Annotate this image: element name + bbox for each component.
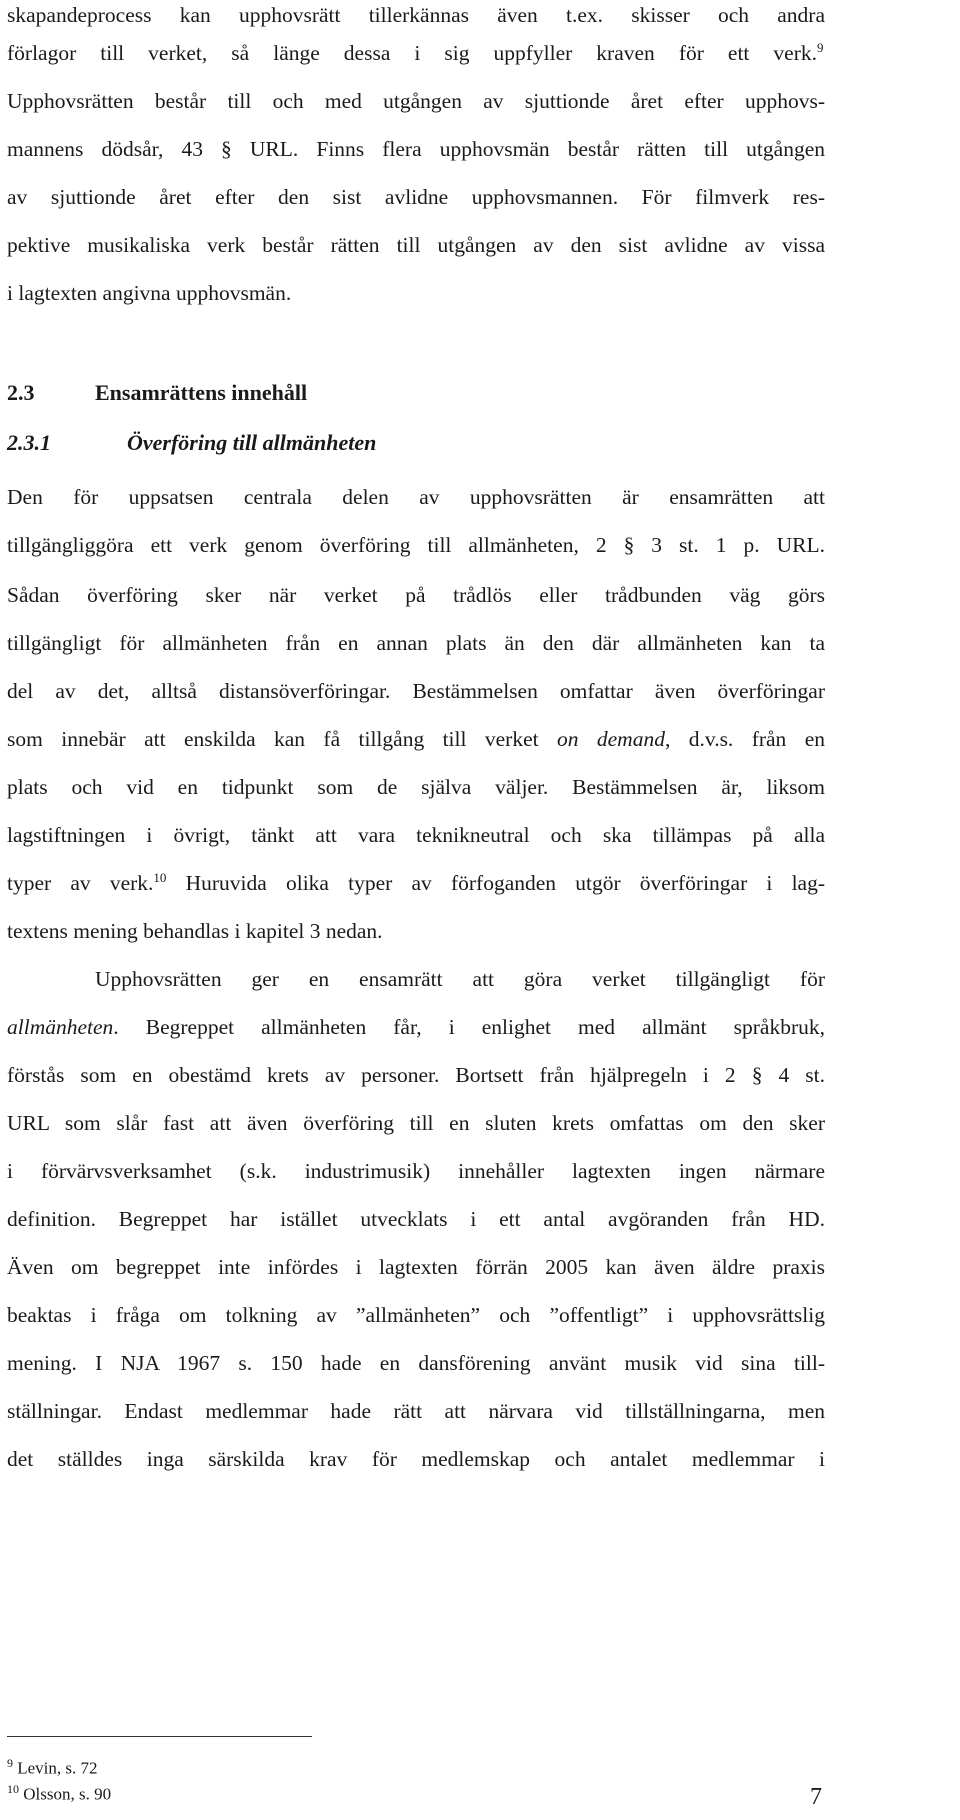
- italic-term: on demand: [556, 727, 665, 751]
- body-line: definition. Begreppet har istället utvecklats i ett antal avgöranden från HD.: [7, 1207, 825, 1231]
- subsection-heading: [7, 428, 376, 458]
- body-line: textens mening behandlas i kapitel 3 nedan.: [7, 919, 383, 943]
- body-text: Huruvida olika typer av förfoganden utgör överföringar i lag-: [166, 871, 826, 895]
- subsection-title: Överföring till allmänheten: [127, 430, 377, 455]
- footnote-text: Levin, s. 72: [13, 1758, 98, 1778]
- body-line: del av det, alltså distansöverföringar. Bestämmelsen omfattar även överföringar: [7, 679, 825, 703]
- body-line: det ställdes inga särskilda krav för medlemskap och antalet medlemmar i: [7, 1447, 825, 1471]
- body-line: i lagtexten angivna upphovsmän.: [7, 281, 292, 305]
- footnote-number: 9: [7, 1756, 13, 1770]
- body-text: typer av verk.: [7, 871, 154, 895]
- page-number: 7: [810, 1784, 822, 1810]
- body-line: pektive musikaliska verk består rätten till utgången av den sist avlidne av vissa: [7, 233, 825, 257]
- footnote: [7, 1752, 98, 1780]
- body-text: . Begreppet allmänheten får, i enlighet med allmänt språkbruk,: [113, 1015, 825, 1039]
- footnote-number: 10: [7, 1782, 19, 1796]
- body-line: mannens dödsår, 43 § URL. Finns flera upphovsmän består rätten till utgången: [7, 137, 825, 161]
- body-line: [7, 868, 825, 898]
- section-heading: [7, 378, 307, 408]
- body-line: plats och vid en tidpunkt som de själva väljer. Bestämmelsen är, liksom: [7, 775, 825, 799]
- body-line: Sådan överföring sker när verket på trådlös eller trådbunden väg görs: [7, 583, 825, 607]
- body-line: Upphovsrätten ger en ensamrätt att göra verket tillgängligt för: [95, 967, 825, 991]
- body-line: [7, 38, 825, 68]
- body-line: skapandeprocess kan upphovsrätt tillerkännas även t.ex. skisser och andra: [7, 3, 825, 27]
- italic-term: allmänheten: [7, 1015, 114, 1039]
- body-line: [7, 1012, 825, 1042]
- body-line: i förvärvsverksamhet (s.k. industrimusik) innehåller lagtexten ingen närmare: [7, 1159, 825, 1183]
- body-line: ställningar. Endast medlemmar hade rätt att närvara vid tillställningarna, men: [7, 1399, 825, 1423]
- section-number: 2.3: [7, 380, 35, 405]
- body-line: Även om begreppet inte infördes i lagtexten förrän 2005 kan även äldre praxis: [7, 1255, 825, 1279]
- footnote: [7, 1778, 111, 1806]
- body-line: förstås som en obestämd krets av personer. Bortsett från hjälpregeln i 2 § 4 st.: [7, 1063, 825, 1087]
- body-line: tillgängliggöra ett verk genom överföring till allmänheten, 2 § 3 st. 1 p. URL.: [7, 533, 825, 557]
- body-text: förlagor till verket, så länge dessa i sig uppfyller kraven för ett verk.: [7, 41, 817, 65]
- body-line: av sjuttionde året efter den sist avlidne upphovsmannen. För filmverk res-: [7, 185, 825, 209]
- footnote-divider: [7, 1736, 312, 1737]
- body-line: URL som slår fast att även överföring till en sluten krets omfattas om den sker: [7, 1111, 825, 1135]
- body-line: lagstiftningen i övrigt, tänkt att vara teknikneutral och ska tillämpas på alla: [7, 823, 825, 847]
- body-text: , d.v.s. från en: [664, 727, 825, 751]
- body-line: Upphovsrätten består till och med utgången av sjuttionde året efter upphovs-: [7, 89, 825, 113]
- footnote-text: Olsson, s. 90: [19, 1784, 112, 1804]
- section-title: Ensamrättens innehåll: [95, 380, 308, 405]
- footnote-ref: 10: [153, 869, 167, 885]
- body-line: [7, 724, 825, 754]
- footnote-ref: 9: [817, 39, 824, 55]
- body-line: beaktas i fråga om tolkning av ”allmänheten” och ”offentligt” i upphovsrättslig: [7, 1303, 825, 1327]
- subsection-number: 2.3.1: [7, 430, 51, 455]
- body-text: som innebär att enskilda kan få tillgång till verket: [7, 727, 557, 751]
- body-line: Den för uppsatsen centrala delen av upphovsrätten är ensamrätten att: [7, 485, 825, 509]
- body-line: tillgängligt för allmänheten från en annan plats än den där allmänheten kan ta: [7, 631, 825, 655]
- body-line: mening. I NJA 1967 s. 150 hade en dansförening använt musik vid sina till-: [7, 1351, 825, 1375]
